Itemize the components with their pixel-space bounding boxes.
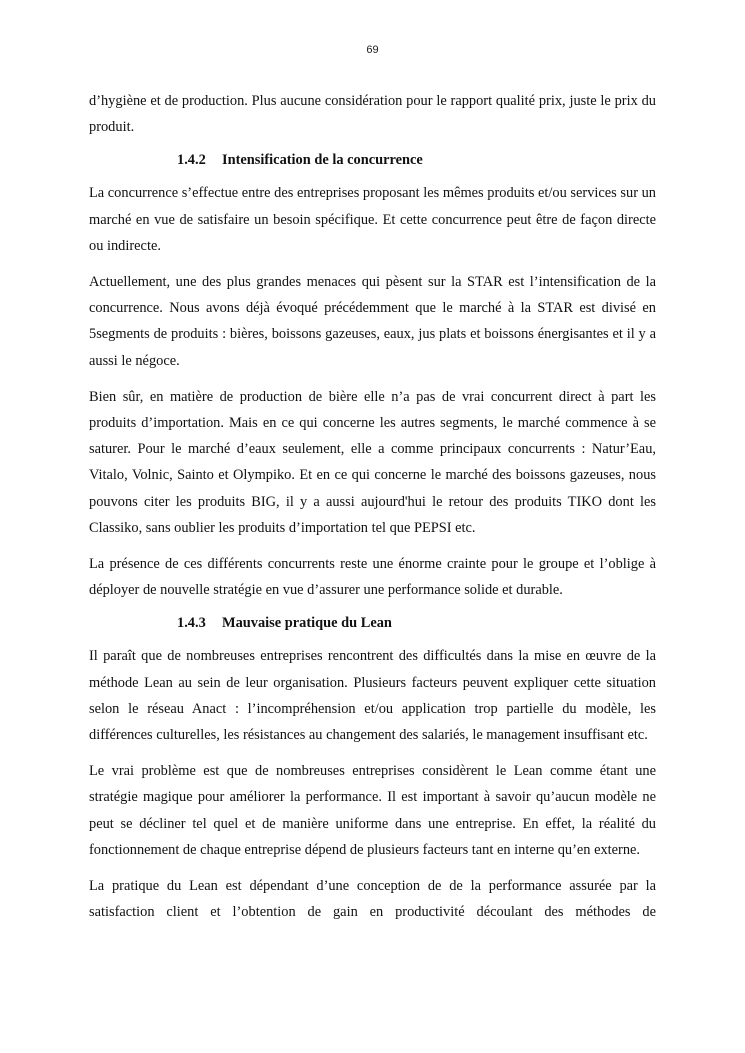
paragraph: d’hygiène et de production. Plus aucune considération pour le rapport qualité prix, juste le prix du produit. — [89, 93, 656, 136]
paragraph-continued: La pratique du Lean est dépendant d’une conception de de la performance assurée par la satisfaction client et l’obtention de gain en productivité découlant des méthodes de — [89, 878, 656, 921]
section-number: 1.4.3 — [177, 615, 206, 632]
page-number: 69 — [366, 44, 379, 56]
section-heading — [89, 150, 656, 170]
section-heading — [89, 613, 656, 633]
paragraph: Bien sûr, en matière de production de bière elle n’a pas de vrai concurrent direct à part les produits d’importation. Mais en ce qui concerne les autres segments, le marché commence à se saturer. Pour le marché d’eaux seulement, elle a comme principaux concurrents : Natur’Eau, Vitalo, Volnic, Sainto et Olympiko. Et en ce qui concerne le marché des boissons gazeuses, nous pouvons citer les produits BIG, il y a aussi aujourd'hui le retour des produits TIKO dont les Classiko, sans oublier les produits d’importation tel que PEPSI etc. — [89, 388, 656, 536]
paragraph: Actuellement, une des plus grandes menaces qui pèsent sur la STAR est l’intensification de la concurrence. Nous avons déjà évoqué précédemment que le marché à la STAR est divisé en 5segments de produits : bières, boissons gazeuses, eaux, jus plats et boissons énergisantes et il y a aussi le négoce. — [89, 274, 656, 369]
section-number: 1.4.2 — [177, 152, 206, 169]
paragraph: La présence de ces différents concurrents reste une énorme crainte pour le groupe et l’oblige à déployer de nouvelle stratégie en vue d’assurer une performance solide et durable. — [89, 556, 656, 599]
document-body — [89, 88, 656, 935]
paragraph: Le vrai problème est que de nombreuses entreprises considèrent le Lean comme étant une stratégie magique pour améliorer la performance. Il est important à savoir qu’aucun modèle ne peut se décliner tel quel et de manière uniforme dans une entreprise. En effet, la réalité du fonctionnement de chaque entreprise dépend de plusieurs facteurs tant en interne qu’en externe. — [89, 763, 656, 858]
section-title: Intensification de la concurrence — [222, 152, 423, 169]
paragraph: La concurrence s’effectue entre des entreprises proposant les mêmes produits et/ou services sur un marché en vue de satisfaire un besoin spécifique. Et cette concurrence peut être de façon directe ou indirecte. — [89, 185, 656, 254]
section-title: Mauvaise pratique du Lean — [222, 615, 392, 632]
paragraph: Il paraît que de nombreuses entreprises rencontrent des difficultés dans la mise en œuvre de la méthode Lean au sein de leur organisation. Plusieurs facteurs peuvent expliquer cette situation selon le réseau Anact : l’incompréhension et/ou application trop partielle du modèle, les différences culturelles, les résistances au changement des salariés, le management insuffisant etc. — [89, 648, 656, 744]
